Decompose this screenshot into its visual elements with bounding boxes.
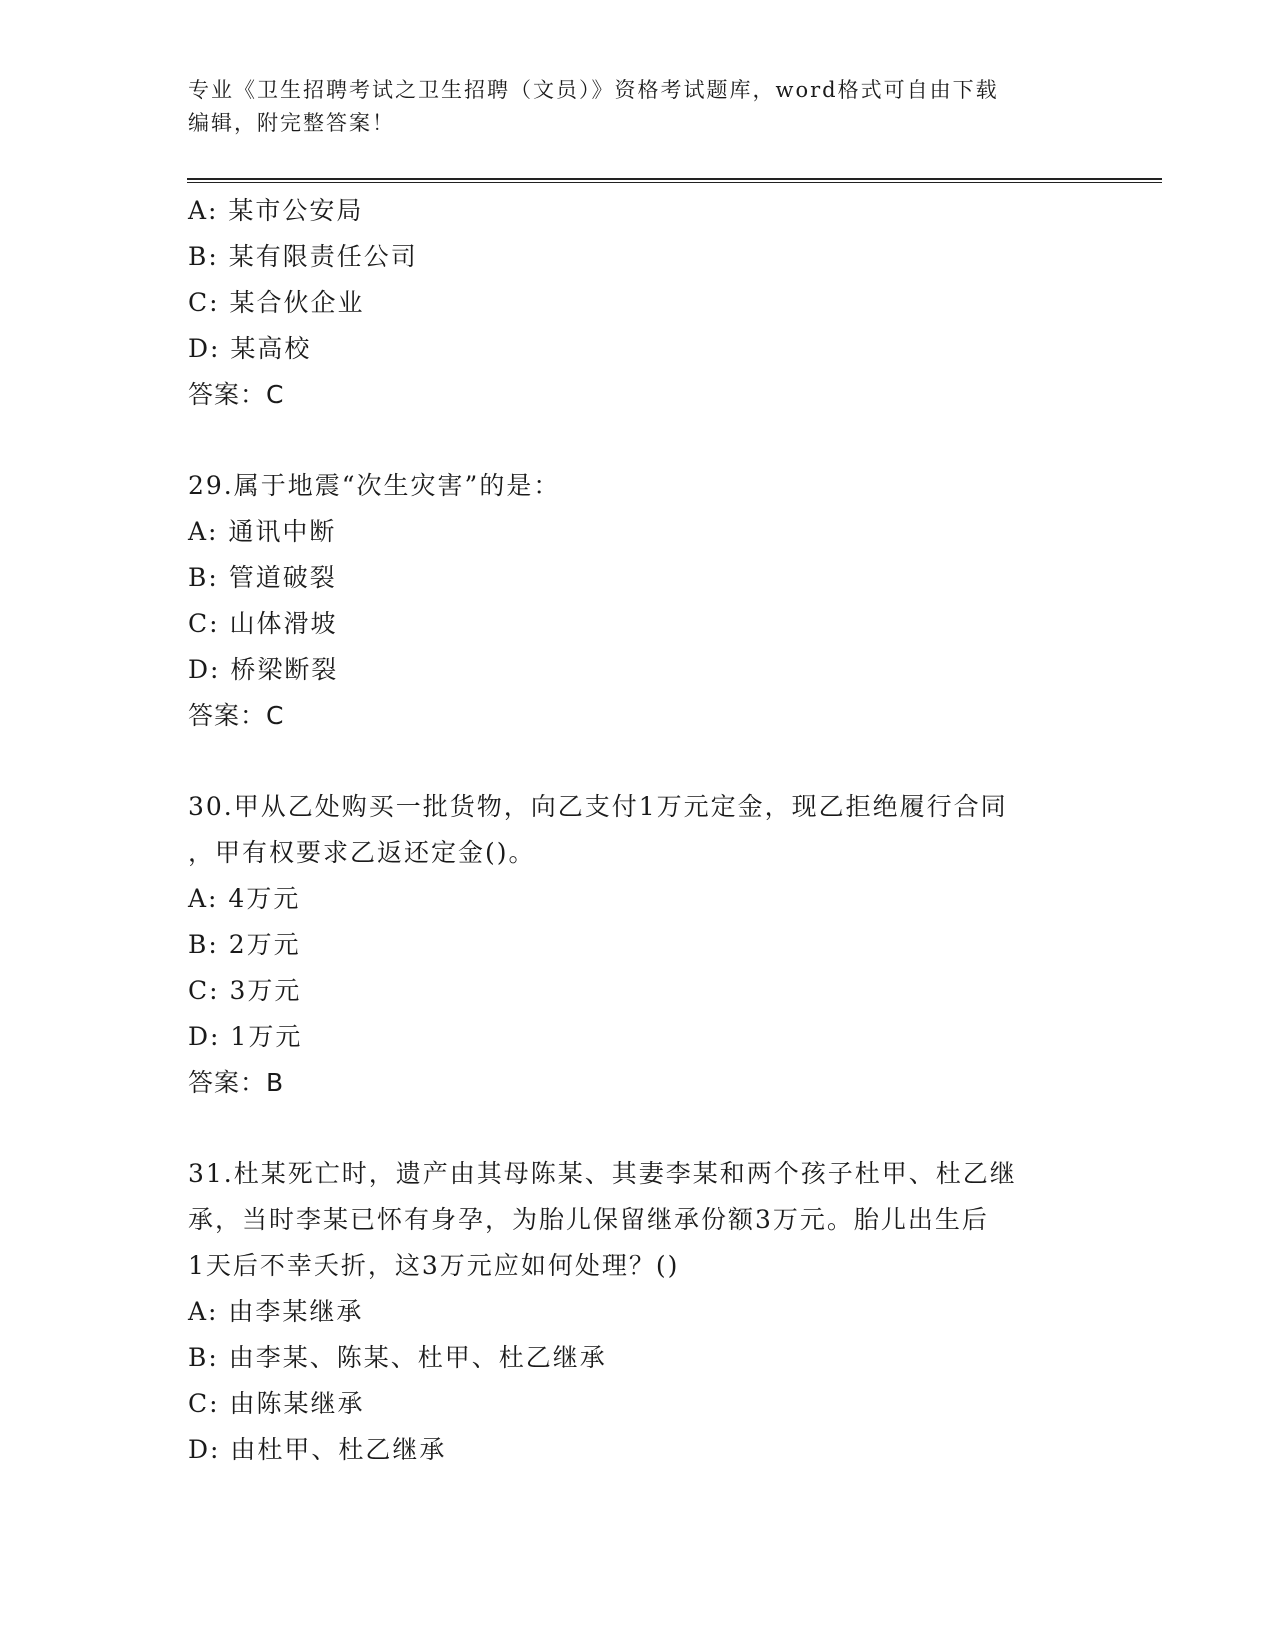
question-block-28 (188, 188, 1088, 418)
option-a: A: 某市公安局 (188, 196, 364, 225)
option-a: A: 4万元 (188, 884, 301, 913)
option-b: B: 由李某、陈某、杜甲、杜乙继承 (188, 1343, 607, 1372)
question-stem: 31.杜某死亡时，遗产由其母陈某、其妻李某和两个孩子杜甲、杜乙继 (188, 1159, 1017, 1188)
option-c: C: 由陈某继承 (188, 1389, 365, 1418)
question-stem: 29.属于地震“次生灾害”的是： (188, 471, 561, 500)
question-block-29 (188, 463, 1088, 739)
option-d: D: 某高校 (188, 334, 312, 363)
page-header (188, 74, 1088, 140)
option-a: A: 由李某继承 (188, 1297, 364, 1326)
option-b: B: 管道破裂 (188, 563, 337, 592)
question-list (188, 188, 1088, 1473)
option-d: D: 1万元 (188, 1022, 303, 1051)
question-stem-continued: 承，当时李某已怀有身孕，为胎儿保留继承份额3万元。胎儿出生后 (188, 1205, 989, 1234)
option-c: C: 3万元 (188, 976, 302, 1005)
option-c: C: 山体滑坡 (188, 609, 338, 638)
question-stem-continued: ，甲有权要求乙返还定金()。 (188, 838, 536, 867)
option-b: B: 某有限责任公司 (188, 242, 418, 271)
option-d: D: 由杜甲、杜乙继承 (188, 1435, 447, 1464)
header-line-2: 编辑，附完整答案！ (188, 111, 395, 135)
option-b: B: 2万元 (188, 930, 301, 959)
header-line-1: 专业《卫生招聘考试之卫生招聘（文员）》资格考试题库，word格式可自由下载 (188, 78, 999, 102)
header-divider (187, 178, 1162, 183)
question-stem: 30.甲从乙处购买一批货物，向乙支付1万元定金，现乙拒绝履行合同 (188, 792, 1008, 821)
option-a: A: 通讯中断 (188, 517, 337, 546)
answer-label: 答案：B (188, 1068, 285, 1097)
question-stem-continued: 1天后不幸夭折，这3万元应如何处理？() (188, 1251, 680, 1280)
question-block-30 (188, 784, 1088, 1106)
option-d: D: 桥梁断裂 (188, 655, 339, 684)
question-block-31 (188, 1151, 1088, 1473)
answer-label: 答案：C (188, 380, 285, 409)
answer-label: 答案：C (188, 701, 285, 730)
option-c: C: 某合伙企业 (188, 288, 365, 317)
